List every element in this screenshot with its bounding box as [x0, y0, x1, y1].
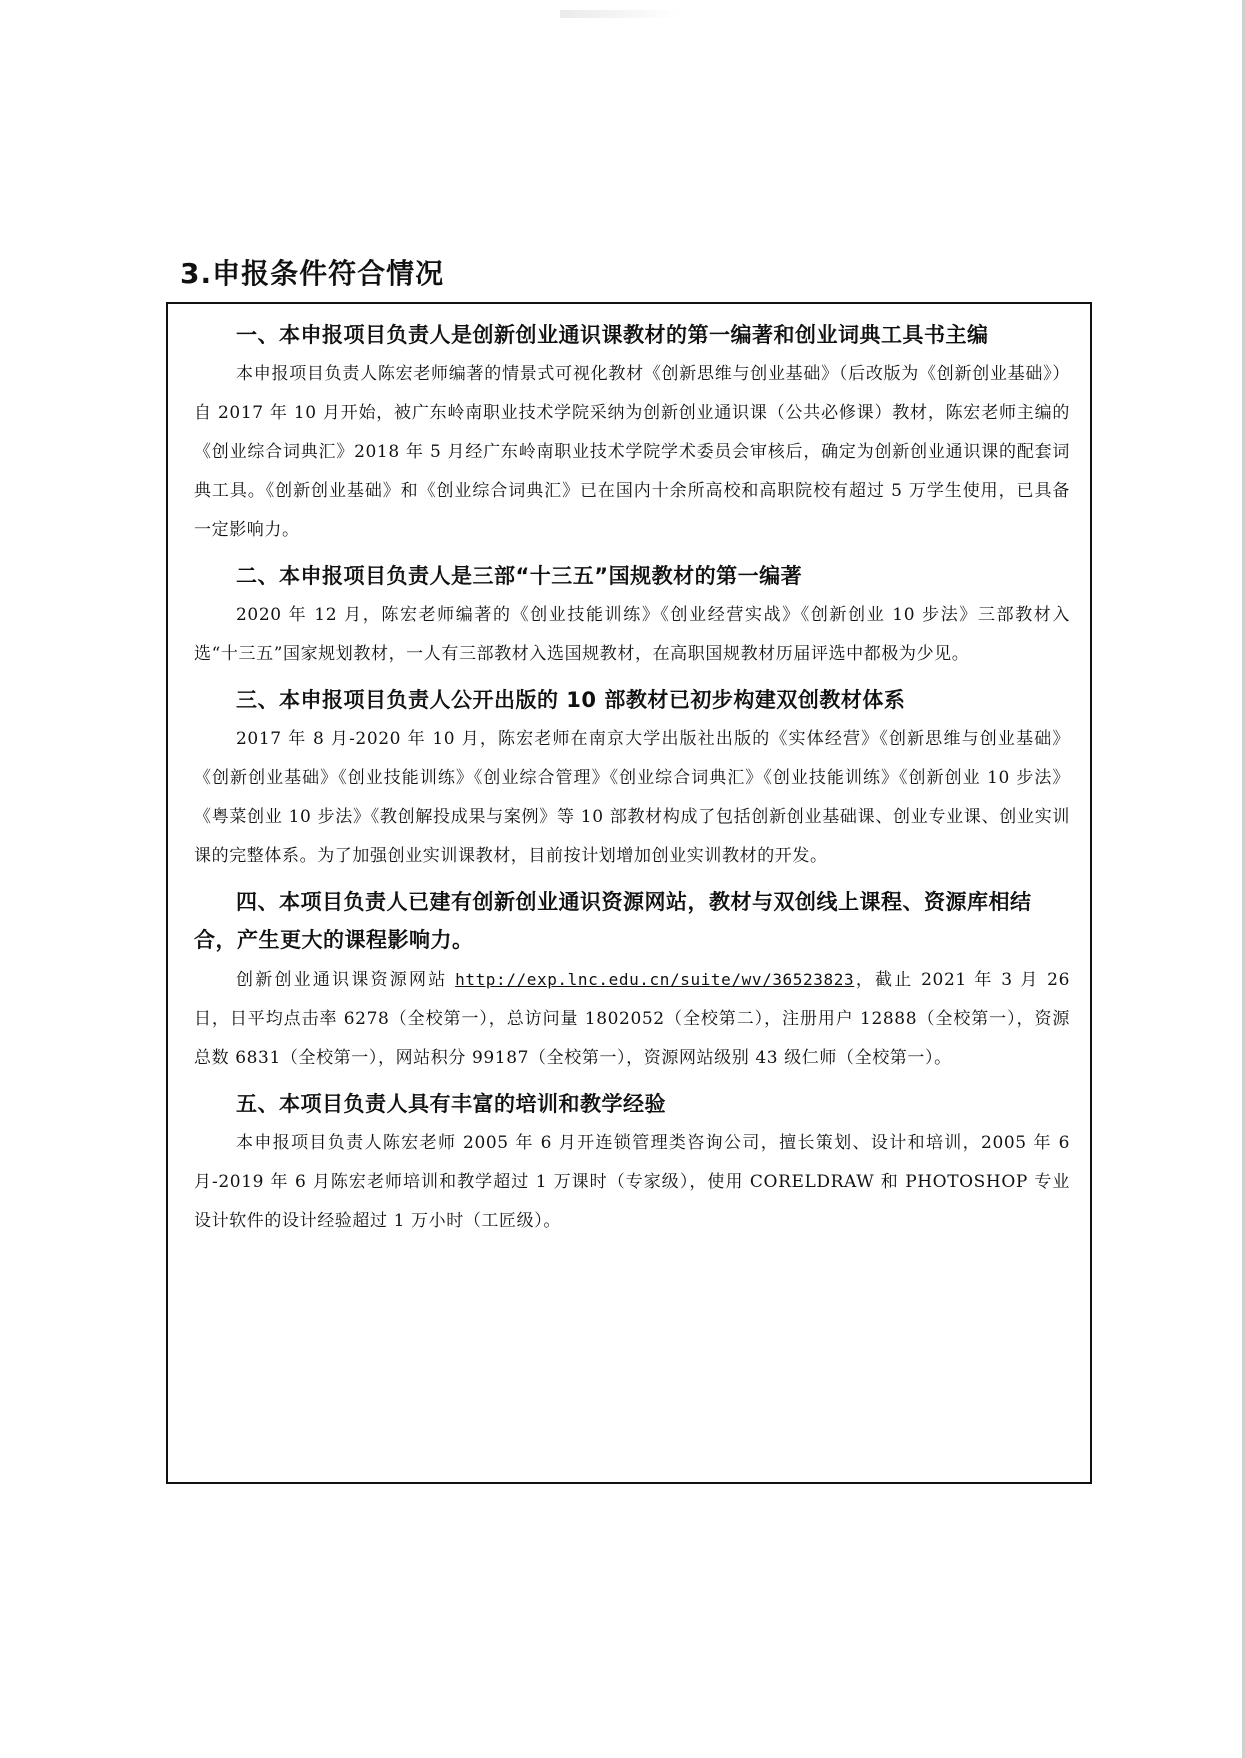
resource-website-link[interactable]: http://exp.lnc.edu.cn/suite/wv/36523823: [455, 970, 855, 989]
section-heading: 二、本申报项目负责人是三部“十三五”国规教材的第一编著: [236, 564, 803, 588]
section-body: [194, 960, 1070, 1078]
content-box: [166, 302, 1092, 1484]
section-3: [194, 681, 1070, 876]
scan-artifact: [560, 10, 680, 18]
section-body: 本申报项目负责人陈宏老师 2005 年 6 月开连锁管理类咨询公司，擅长策划、设计和培训，2005 年 6 月-2019 年 6 月陈宏老师培训和教学超过 1 万课时（专家级），使用 CORELDRAW 和 PHOTOSHOP 专业设计软件的设计经验超过 1 万小时（工匠级）。: [194, 1133, 1070, 1231]
section-body: 2017 年 8 月-2020 年 10 月，陈宏老师在南京大学出版社出版的《实体经营》《创新思维与创业基础》《创新创业基础》《创业技能训练》《创业综合管理》《创业综合词典汇》《创业技能训练》《创新创业 10 步法》《粤菜创业 10 步法》《教创解投成果与案例》等 10 部教材构成了包括创新创业基础课、创业专业课、创业实训课的完整体系。为了加强创业实训课教材，目前按计划增加创业实训教材的开发。: [194, 729, 1070, 866]
section-body: 本申报项目负责人陈宏老师编著的情景式可视化教材《创新思维与创业基础》（后改版为《创新创业基础》）自 2017 年 10 月开始，被广东岭南职业技术学院采纳为创新创业通识课（公共必修课）教材，陈宏老师主编的《创业综合词典汇》2018 年 5 月经广东岭南职业技术学院学术委员会审核后，确定为创新创业通识课的配套词典工具。《创新创业基础》和《创业综合词典汇》已在国内十余所高校和高职院校有超过 5 万学生使用，已具备一定影响力。: [194, 364, 1070, 540]
section-heading: 五、本项目负责人具有丰富的培训和教学经验: [236, 1092, 666, 1116]
body-suffix: ，截止 2021 年 3 月 26 日，日平均点击率 6278（全校第一），总访问量 1802052（全校第二），注册用户 12888（全校第一），资源总数 6831（全校第一），网站积分 99187（全校第一），资源网站级别 43 级仁师（全校第一）。: [194, 970, 1071, 1068]
section-heading: 一、本申报项目负责人是创新创业通识课教材的第一编著和创业词典工具书主编: [236, 323, 989, 347]
page-title: 3.申报条件符合情况: [180, 257, 445, 290]
section-2: [194, 557, 1070, 674]
section-1: [194, 316, 1070, 550]
section-heading: 四、本项目负责人已建有创新创业通识资源网站，教材与双创线上课程、资源库相结合，产生更大的课程影响力。: [194, 890, 1032, 952]
body-prefix: 创新创业通识课资源网站: [236, 970, 456, 990]
section-5: [194, 1085, 1070, 1241]
section-heading: 三、本申报项目负责人公开出版的 10 部教材已初步构建双创教材体系: [236, 688, 906, 712]
section-body: 2020 年 12 月，陈宏老师编著的《创业技能训练》《创业经营实战》《创新创业 10 步法》三部教材入选“十三五”国家规划教材，一人有三部教材入选国规教材，在高职国规教材历届评选中都极为少见。: [194, 605, 1070, 664]
section-4: [194, 883, 1070, 1078]
